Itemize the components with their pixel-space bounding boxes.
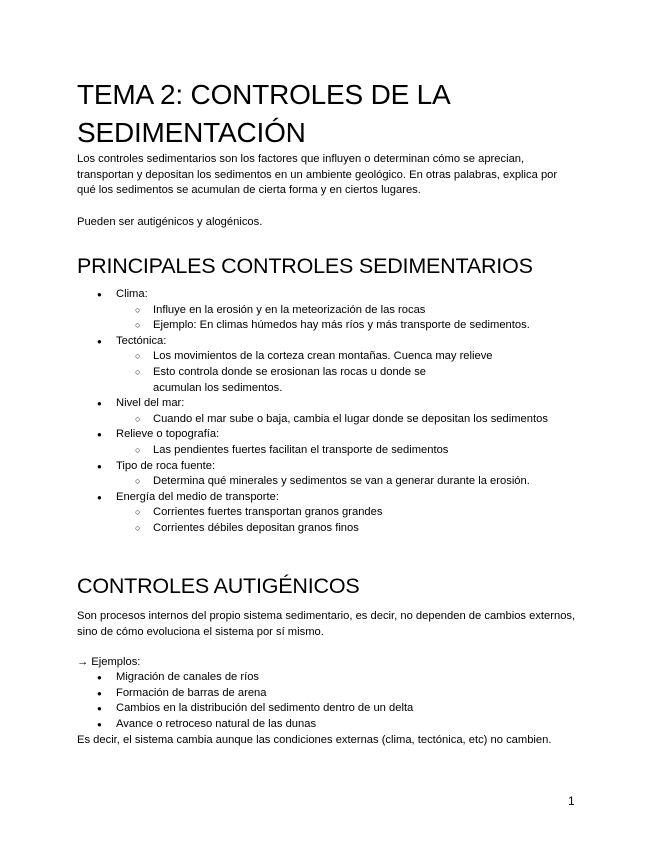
sub-list (116, 505, 587, 536)
principales-list (77, 287, 587, 537)
sub-list-item: ○ Influye en la erosión y en la meteorización de las rocas (116, 303, 587, 319)
list-item: ● Cambios en la distribución del sedimento dentro de un delta (77, 701, 587, 717)
list-item: ● Migración de canales de ríos (77, 670, 587, 686)
sub-list (116, 443, 587, 459)
sub-list-item: ○ Esto controla donde se erosionan las rocas u donde se acumulan los sedimentos. (116, 365, 587, 396)
list-item-label: Clima: (116, 288, 148, 300)
list-item: ● Avance o retroceso natural de las dunas (77, 717, 587, 733)
list-item-nivel-del-mar (77, 396, 587, 427)
list-item-clima (77, 287, 587, 334)
document-title: TEMA 2: CONTROLES DE LA SEDIMENTACIÓN (77, 79, 449, 148)
list-item-label: Nivel del mar: (116, 397, 185, 410)
list-item-label: Tipo de roca fuente: (116, 459, 216, 472)
sub-list-item: ○ Las pendientes fuertes facilitan el transporte de sedimentos (116, 443, 587, 459)
page-number: 1 (568, 794, 575, 808)
list-item-label: Relieve o topografía: (116, 428, 220, 441)
sub-list-item: ○ Determina qué minerales y sedimentos se van a generar durante la erosión. (116, 474, 587, 490)
conclusion-paragraph: Es decir, el sistema cambia aunque las condiciones externas (clima, tectónica, etc) no cambien. (77, 734, 552, 746)
autigenicos-paragraph: Son procesos internos del propio sistema sedimentario, es decir, no dependen de cambios externos, sino de cómo evoluciona el sistema por sí mismo. (77, 610, 576, 638)
examples-label: → Ejemplos: (77, 656, 141, 668)
list-item-label: Tectónica: (116, 334, 167, 347)
list-item-energia (77, 490, 587, 537)
sub-list-item: ○ Cuando el mar sube o baja, cambia el lugar donde se depositan los sedimentos (116, 412, 587, 428)
list-item-label: Energía del medio de transporte: (116, 490, 279, 503)
section-heading-autigenicos: CONTROLES AUTIGÉNICOS (77, 574, 360, 598)
sub-list-item: ○ Corrientes fuertes transportan granos grandes (116, 505, 587, 521)
list-item-tectonica (77, 334, 587, 396)
sub-list-item: ○ Ejemplo: En climas húmedos hay más ríos y más transporte de sedimentos. (116, 318, 587, 334)
sub-list (116, 349, 587, 396)
list-item-tipo-de-roca (77, 459, 587, 490)
sub-list (116, 474, 587, 490)
types-paragraph: Pueden ser autigénicos y alogénicos. (77, 216, 263, 228)
sub-list-item: ○ Los movimientos de la corteza crean montañas. Cuenca may relieve (116, 349, 587, 365)
list-item: ● Formación de barras de arena (77, 686, 587, 702)
section-heading-principales: PRINCIPALES CONTROLES SEDIMENTARIOS (77, 254, 533, 278)
examples-list (77, 670, 587, 732)
intro-paragraph: Los controles sedimentarios son los factores que influyen o determinan cómo se aprecian, transportan y depositan los sedimentos en un ambiente geológico. En otras palabras, explica por qué los sedimentos se acumulan de cierta forma y en ciertos lugares. (77, 153, 558, 197)
sub-list (116, 303, 587, 334)
sub-list (116, 412, 587, 428)
sub-list-item: ○ Corrientes débiles depositan granos finos (116, 521, 587, 537)
list-item-relieve (77, 427, 587, 458)
